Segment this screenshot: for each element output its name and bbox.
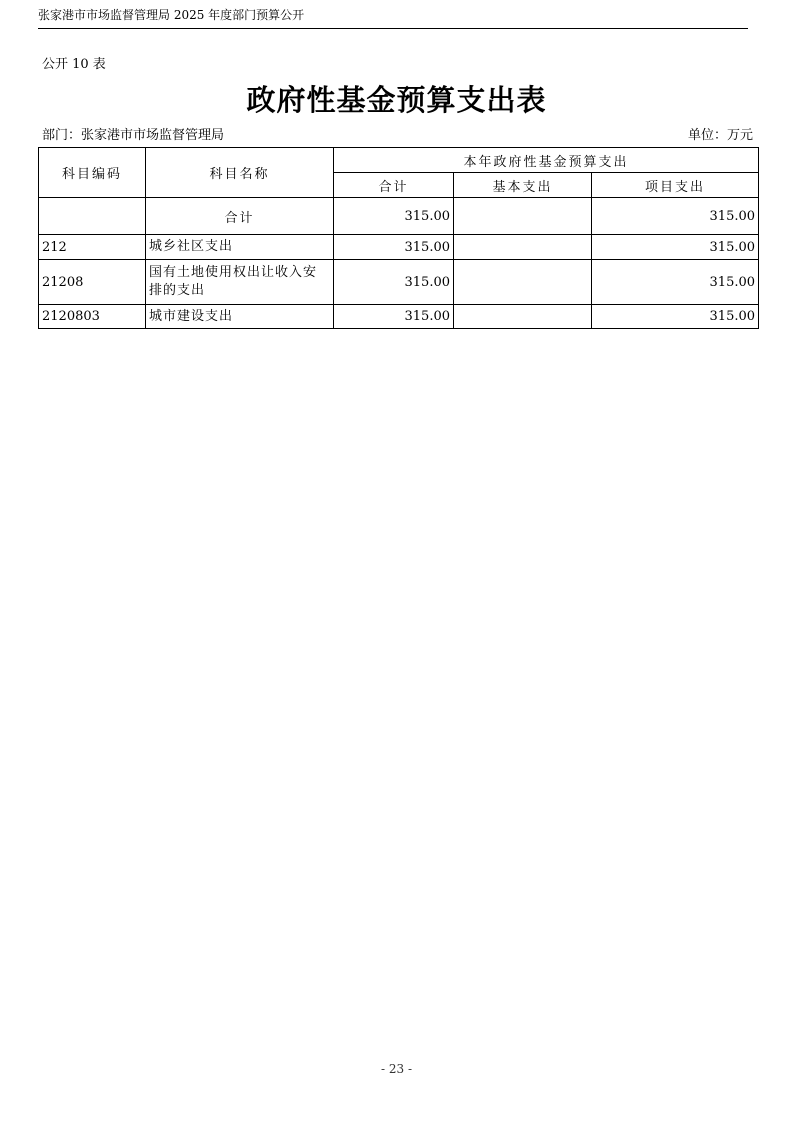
cell-basic <box>454 260 592 305</box>
cell-code: 21208 <box>39 260 146 305</box>
cell-basic <box>454 305 592 329</box>
department-label: 部门：张家港市市场监督管理局 <box>42 128 225 143</box>
cell-name: 城乡社区支出 <box>146 235 334 260</box>
cell-total: 315.00 <box>334 235 454 260</box>
cell-basic <box>454 198 592 235</box>
page-title: 政府性基金预算支出表 <box>246 83 547 117</box>
table-row <box>39 235 759 260</box>
cell-project: 315.00 <box>592 260 759 305</box>
form-number: 公开 10 表 <box>42 57 106 72</box>
cell-code: 2120803 <box>39 305 146 329</box>
cell-name: 合计 <box>146 198 334 235</box>
running-header: 张家港市市场监督管理局 2025 年度部门预算公开 <box>38 8 305 22</box>
header-total: 合计 <box>334 173 454 198</box>
table-row <box>39 198 759 235</box>
table-header-row <box>39 148 759 173</box>
cell-name: 国有土地使用权出让收入安排的支出 <box>146 260 334 305</box>
cell-project: 315.00 <box>592 305 759 329</box>
cell-project: 315.00 <box>592 235 759 260</box>
cell-code <box>39 198 146 235</box>
cell-project: 315.00 <box>592 198 759 235</box>
cell-code: 212 <box>39 235 146 260</box>
table-row <box>39 260 759 305</box>
header-group: 本年政府性基金预算支出 <box>334 148 759 173</box>
cell-basic <box>454 235 592 260</box>
header-basic: 基本支出 <box>454 173 592 198</box>
header-divider <box>38 28 748 29</box>
header-code: 科目编码 <box>39 148 146 198</box>
page-number: - 23 - <box>380 1062 412 1076</box>
header-project: 项目支出 <box>592 173 759 198</box>
cell-total: 315.00 <box>334 198 454 235</box>
header-name: 科目名称 <box>146 148 334 198</box>
cell-name: 城市建设支出 <box>146 305 334 329</box>
cell-total: 315.00 <box>334 305 454 329</box>
table-row <box>39 305 759 329</box>
cell-total: 315.00 <box>334 260 454 305</box>
unit-label: 单位：万元 <box>687 128 753 143</box>
budget-table <box>38 147 759 329</box>
